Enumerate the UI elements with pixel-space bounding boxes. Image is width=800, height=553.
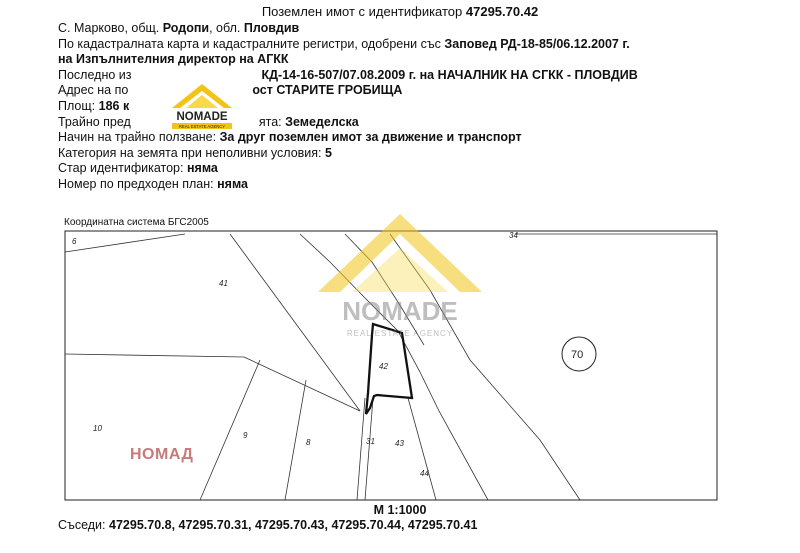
nomade-watermark <box>300 212 500 352</box>
last-change-line: Последно из КД-14-16-507/07.08.2009 г. на НАЧАЛНИК НА СГКК - ПЛОВДИВ <box>58 67 638 82</box>
category-line: Категория на земята при неполивни условия: 5 <box>58 145 332 160</box>
watermark-brand: NOMADE <box>342 296 458 326</box>
prev-plan-line: Номер по предходен план: няма <box>58 176 249 191</box>
approval-line: По кадастралната карта и кадастралните регистри, одобрени със Заповед РД-18-85/06.12.2007 г. <box>58 36 630 51</box>
neighbors-line <box>58 518 477 532</box>
parcel-identifier: 47295.70.42 <box>465 4 539 19</box>
logo-tagline: REAL ESTATE AGENCY <box>178 124 226 129</box>
parcel-label-70: 70 <box>571 349 584 361</box>
parcel-label-41: 41 <box>219 279 228 288</box>
usage-line: Начин на трайно ползване: За друг поземлен имот за движение и транспорт <box>58 130 522 145</box>
parcel-label-9: 9 <box>243 431 248 440</box>
title-prefix: Поземлен имот с идентификатор <box>261 4 463 19</box>
boundary-8 <box>285 380 306 500</box>
purpose-line: Трайно пред ята: Земеделска <box>58 114 359 129</box>
logo-brand: NOMADE <box>176 111 228 123</box>
area-line: Площ: 186 к <box>58 98 130 113</box>
parcel-label-31: 31 <box>366 437 375 446</box>
parcel-label-44: 44 <box>420 469 429 478</box>
parcel-label-42: 42 <box>379 362 388 371</box>
parcel-label-34: 34 <box>509 231 518 240</box>
coordinate-system-label: Координатна система БГС2005 <box>64 217 209 228</box>
parcel-label-43: 43 <box>395 439 404 448</box>
map-scale: М 1:1000 <box>373 503 427 517</box>
parcel-label-8: 8 <box>306 438 311 447</box>
parcel-label-6: 6 <box>72 237 77 246</box>
address-line: Адрес на по ост СТАРИТЕ ГРОБИЩА <box>58 83 403 98</box>
boundary-6 <box>65 234 185 252</box>
old-id-line: Стар идентификатор: няма <box>58 161 218 176</box>
neighbors-list: 47295.70.8, 47295.70.31, 47295.70.43, 47295.70.44, 47295.70.41 <box>109 518 478 532</box>
watermark-tagline: REAL ESTATE AGENCY <box>346 329 454 338</box>
location-line: С. Марково, общ. Родопи, обл. Пловдив <box>58 21 300 35</box>
boundary-43 <box>408 398 436 500</box>
parcel-label-10: 10 <box>93 424 102 433</box>
nomad-watermark-text: НОМАД <box>130 446 194 463</box>
neighbors-label: Съседи: <box>58 518 106 532</box>
boundary-9 <box>200 360 260 500</box>
approval-by-line: на Изпълнителния директор на АГКК <box>58 52 289 67</box>
